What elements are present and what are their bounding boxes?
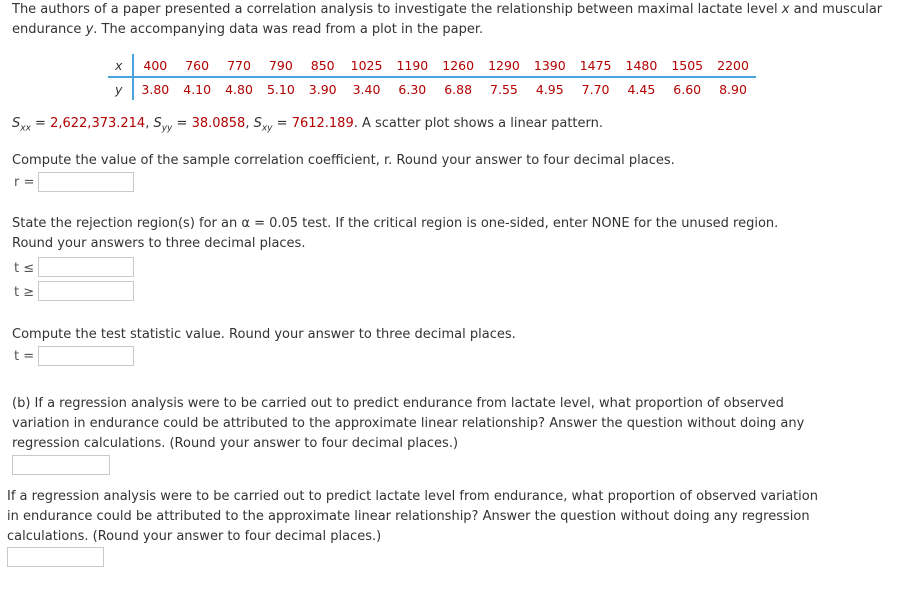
table-cell-x: 1505 bbox=[664, 54, 710, 77]
table-cell-x: 400 bbox=[133, 54, 176, 77]
rejection-line-2: Round your answers to three decimal places. bbox=[12, 236, 306, 251]
table-cell-y: 4.10 bbox=[183, 81, 212, 97]
question-b-line-1: (b) If a regression analysis were to be carried out to predict endurance from lactate level, what proportion of observed bbox=[12, 396, 784, 411]
table-row-y bbox=[108, 77, 756, 100]
intro-paragraph bbox=[12, 0, 902, 40]
table-row-x bbox=[108, 54, 756, 77]
table-cell-y: 4.45 bbox=[627, 81, 656, 97]
table-cell-y: 3.80 bbox=[141, 81, 170, 97]
intro-text-1: The authors of a paper presented a correlation analysis to investigate the relationship between maximal lactate level bbox=[12, 2, 778, 17]
question-c-line-1: If a regression analysis were to be carried out to predict lactate level from endurance, what proportion of observed variation bbox=[7, 489, 818, 504]
stats-tail: . A scatter plot shows a linear pattern. bbox=[353, 116, 604, 131]
variable-y: y bbox=[85, 22, 94, 37]
table-cell-x: 1390 bbox=[527, 54, 573, 77]
table-cell-y: 7.70 bbox=[581, 81, 610, 97]
question-c-line-3: calculations. (Round your answer to four decimal places.) bbox=[7, 529, 382, 544]
question-c-line-2: in endurance could be attributed to the approximate linear relationship? Answer the question without doing any regression bbox=[7, 509, 810, 524]
table-cell-y: 6.60 bbox=[673, 81, 702, 97]
table-cell-x: 2200 bbox=[710, 54, 756, 77]
question-rejection-prompt bbox=[12, 214, 778, 254]
t-ge-label: t ≥ bbox=[14, 285, 35, 300]
question-t-prompt: Compute the test statistic value. Round your answer to three decimal places. bbox=[12, 327, 516, 342]
table-cell-x: 850 bbox=[302, 54, 344, 77]
table-cell-x: 1480 bbox=[619, 54, 665, 77]
table-cell-y: 6.88 bbox=[444, 81, 473, 97]
table-cell-y: 3.90 bbox=[308, 81, 337, 97]
row-header-x: x bbox=[108, 54, 133, 77]
question-r-prompt: Compute the value of the sample correlation coefficient, r. Round your answer to four decimal places. bbox=[12, 153, 675, 168]
table-cell-x: 1025 bbox=[344, 54, 390, 77]
sxx-label: $S_{xx}$ bbox=[12, 116, 31, 134]
intro-text-2: and muscular bbox=[793, 2, 883, 17]
table-cell-x: 1260 bbox=[435, 54, 481, 77]
t-le-label: t ≤ bbox=[14, 261, 35, 276]
question-b-prompt bbox=[12, 394, 902, 454]
table-cell-x: 1290 bbox=[481, 54, 527, 77]
table-cell-y: 4.95 bbox=[535, 81, 564, 97]
sxy-value: 7612.189 bbox=[291, 116, 354, 131]
intro-text-3: endurance bbox=[12, 22, 82, 37]
t-label: t = bbox=[14, 349, 35, 364]
proportion-b-input[interactable] bbox=[12, 455, 110, 475]
sxy-label: $S_{xy}$ bbox=[253, 116, 273, 134]
table-cell-y: 7.55 bbox=[490, 81, 518, 97]
table-cell-y: 6.30 bbox=[398, 81, 427, 97]
rejection-upper-input[interactable] bbox=[38, 281, 134, 301]
question-b-line-2: variation in endurance could be attributed to the approximate linear relationship? Answer the question without doing any bbox=[12, 416, 805, 431]
summary-statistics: $S_{xx} = 2,622,373.214$, $S_{yy} = 38.0858$, $S_{xy} = 7612.189$. A scatter plot shows a linear pattern. bbox=[12, 116, 604, 134]
rejection-lower-input[interactable] bbox=[38, 257, 134, 277]
r-label: r = bbox=[14, 175, 35, 190]
rejection-line-1: State the rejection region(s) for an α = 0.05 test. If the critical region is one-sided, enter NONE for the unused region. bbox=[12, 216, 779, 231]
r-answer-input[interactable] bbox=[38, 172, 134, 192]
intro-text-4: . The accompanying data was read from a plot in the paper. bbox=[93, 22, 484, 37]
variable-x: x bbox=[781, 2, 790, 17]
table-cell-x: 1475 bbox=[573, 54, 619, 77]
table-cell-y: 4.80 bbox=[225, 81, 253, 97]
table-cell-x: 770 bbox=[218, 54, 260, 77]
table-cell-y: 5.10 bbox=[266, 81, 295, 97]
table-cell-x: 1190 bbox=[389, 54, 435, 77]
t-answer-input[interactable] bbox=[38, 346, 134, 366]
syy-label: $S_{yy}$ bbox=[153, 116, 173, 134]
table-cell-x: 790 bbox=[260, 54, 302, 77]
question-c-prompt bbox=[7, 487, 902, 547]
table-cell-y: 3.40 bbox=[352, 81, 381, 97]
table-cell-y: 8.90 bbox=[719, 81, 747, 97]
proportion-c-input[interactable] bbox=[7, 547, 104, 567]
syy-value: 38.0858 bbox=[191, 116, 246, 131]
sxx-value: 2,622,373.214 bbox=[50, 116, 146, 131]
data-table bbox=[108, 54, 756, 100]
question-b-line-3: regression calculations. (Round your answer to four decimal places.) bbox=[12, 436, 459, 451]
row-header-y: y bbox=[108, 77, 133, 100]
table-cell-x: 760 bbox=[176, 54, 218, 77]
